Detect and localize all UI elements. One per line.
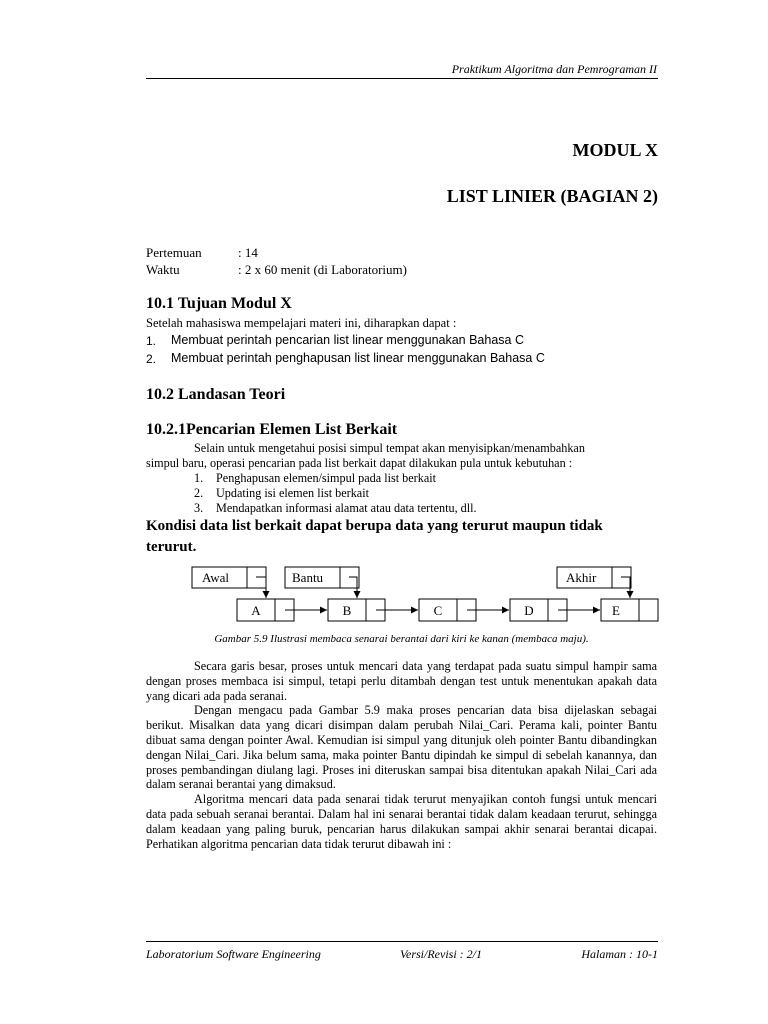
- list-number: 2.: [146, 352, 157, 366]
- node-e: [601, 599, 658, 621]
- section-intro-tujuan: Setelah mahasiswa mempelajari materi ini, diharapkan dapat :: [146, 316, 457, 330]
- section-heading-tujuan: 10.1 Tujuan Modul X: [146, 295, 292, 312]
- list-number: 1.: [146, 334, 157, 348]
- meta-label-waktu: Waktu: [146, 262, 180, 277]
- pointer-akhir: [557, 567, 631, 598]
- list-number: 3.: [194, 501, 204, 515]
- statement-line: Kondisi data list berkait dapat berupa data yang terurut maupun tidak: [146, 518, 603, 534]
- pointer-label: Awal: [202, 570, 229, 585]
- section-heading-pencarian: 10.2.1Pencarian Elemen List Berkait: [146, 421, 398, 438]
- module-number: MODUL X: [572, 140, 658, 160]
- running-header: Praktikum Algoritma dan Pemrograman II: [451, 62, 657, 76]
- paragraph: Secara garis besar, proses untuk mencari data yang terdapat pada suatu simpul hampir sama dengan proses membaca isi simpul, tetapi perlu ditambah dengan test untuk menentukan apakah data yang dicari ada pada seranai.: [146, 659, 657, 703]
- module-title: LIST LINIER (BAGIAN 2): [446, 186, 658, 206]
- meta-value-pertemuan: : 14: [238, 245, 258, 260]
- node-label: B: [342, 603, 352, 618]
- pointer-label: Bantu: [292, 570, 324, 585]
- paragraph-line: simpul baru, operasi pencarian pada list berkait dapat dilakukan pula untuk kebutuhan :: [146, 456, 573, 470]
- node-label: E: [612, 603, 620, 618]
- list-item: Membuat perintah penghapusan list linear menggunakan Bahasa C: [171, 351, 545, 365]
- meta-value-waktu: : 2 x 60 menit (di Laboratorium): [238, 262, 407, 277]
- list-number: 1.: [194, 471, 204, 485]
- list-item: Membuat perintah pencarian list linear menggunakan Bahasa C: [171, 333, 524, 347]
- list-item: Updating isi elemen list berkait: [216, 486, 369, 500]
- node-label: D: [524, 603, 534, 618]
- node-label: C: [433, 603, 443, 618]
- list-item: Mendapatkan informasi alamat atau data tertentu, dll.: [216, 501, 477, 515]
- statement-line: terurut.: [146, 539, 197, 555]
- footer-center: Versi/Revisi : 2/1: [400, 947, 482, 961]
- figure-caption: Gambar 5.9 Ilustrasi membaca senarai berantai dari kiri ke kanan (membaca maju).: [214, 633, 589, 645]
- node-label: A: [251, 603, 261, 618]
- section-heading-landasan: 10.2 Landasan Teori: [146, 386, 286, 403]
- paragraph: Algoritma mencari data pada senarai tidak terurut menyajikan contoh fungsi untuk mencari data pada sebuah seranai berantai. Dalam hal ini senarai berantai tidak dalam keadaan terurut, sehingga dalam keadaan yang paling buruk, pencarian harus dilakukan sampai akhir senarai berantai dicapai. Perhatikan algoritma pencarian data tidak terurut dibawah ini :: [146, 792, 657, 851]
- pointer-awal: [192, 567, 266, 598]
- list-item: Penghapusan elemen/simpul pada list berkait: [216, 471, 436, 485]
- footer-rule: [146, 941, 658, 942]
- body-text: [146, 659, 657, 851]
- pointer-bantu: [285, 567, 359, 598]
- paragraph-line: Selain untuk mengetahui posisi simpul tempat akan menyisipkan/menambahkan: [194, 441, 585, 455]
- footer-left: Laboratorium Software Engineering: [146, 947, 321, 961]
- list-number: 2.: [194, 486, 204, 500]
- footer-page-number: Halaman : 10-1: [581, 947, 658, 961]
- paragraph: Dengan mengacu pada Gambar 5.9 maka proses pencarian data bisa dijelaskan sebagai berikut. Misalkan data yang dicari disimpan dalam perubah Nilai_Cari. Perama kali, pointer Bantu dibuat sama dengan pointer Awal. Kemudian isi simpul yang ditunjuk oleh pointer Bantu dibandingkan dengan Nilai_Cari. Jika belum sama, maka pointer Bantu dipindah ke simpul di sebelah kanannya, dan proses pembandingan diulang lagi. Proses ini diteruskan sampai bisa ditentukan apakah Nilai_Cari ada dalam seranai berantai yang dimaksud.: [146, 703, 657, 792]
- pointer-label: Akhir: [566, 570, 597, 585]
- meta-label-pertemuan: Pertemuan: [146, 245, 202, 260]
